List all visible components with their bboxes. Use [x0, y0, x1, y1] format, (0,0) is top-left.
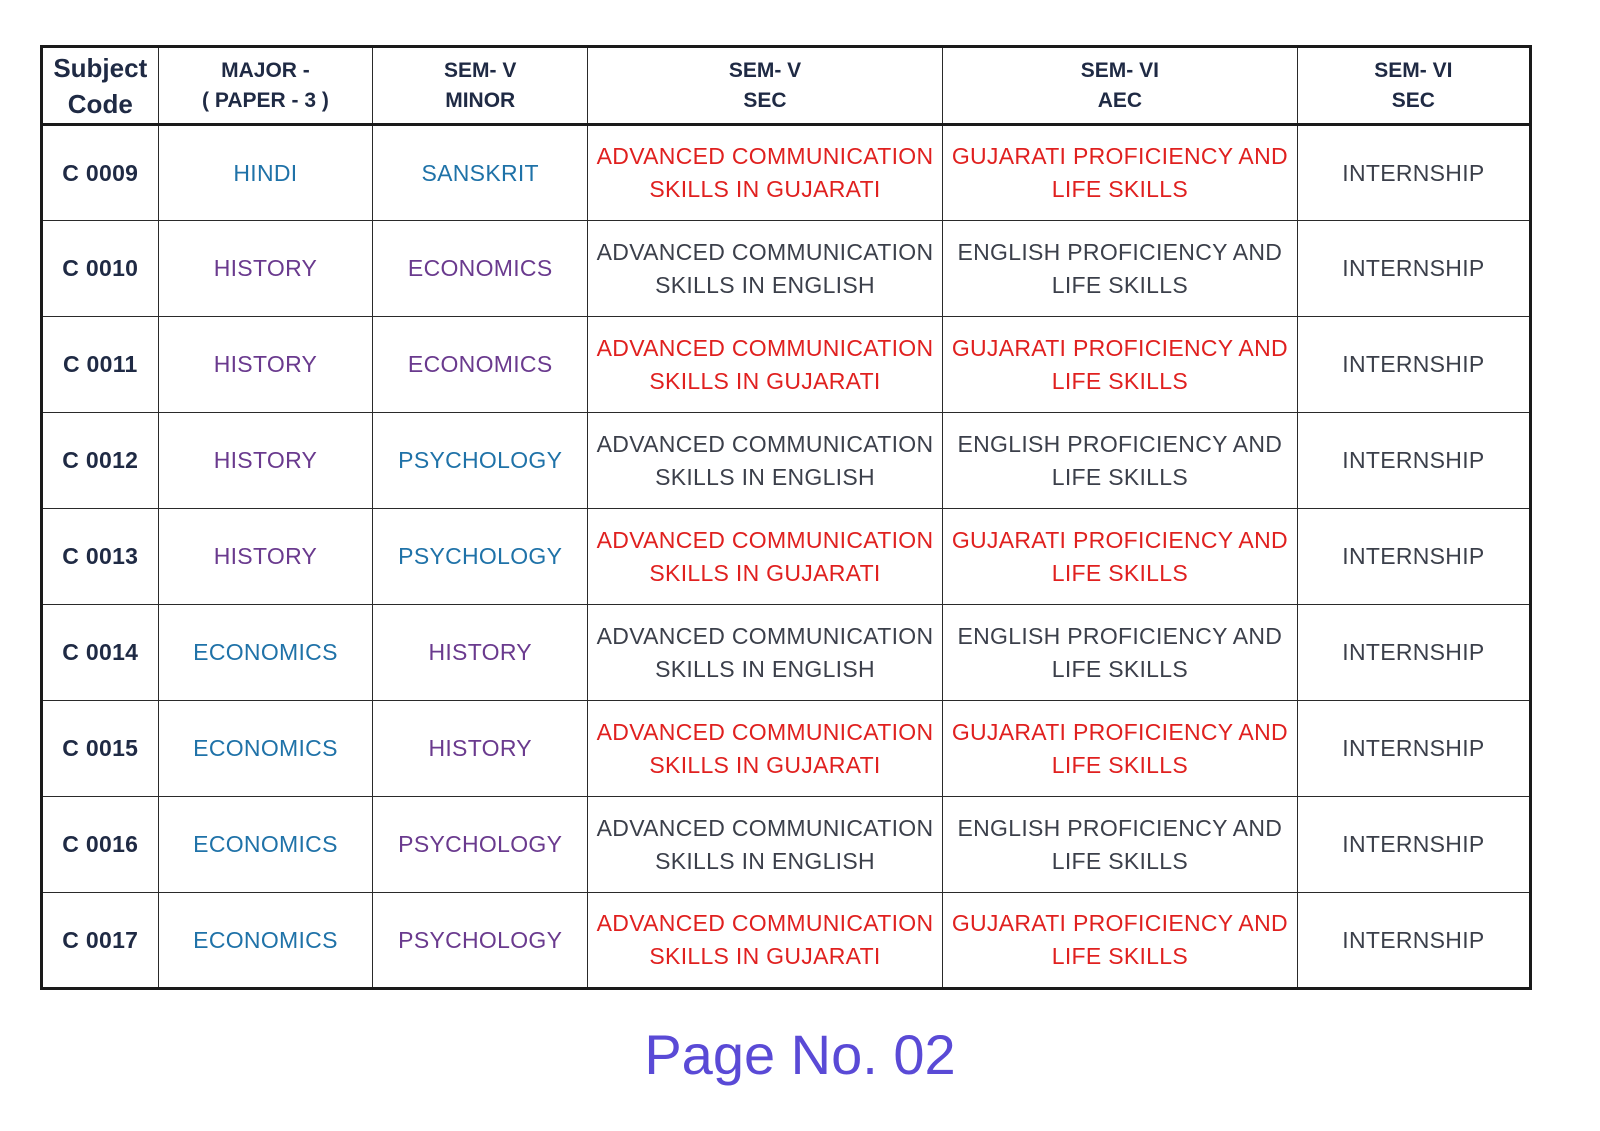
sem6-aec-cell-line: ENGLISH PROFICIENCY AND — [957, 814, 1283, 841]
header-line: Subject — [53, 52, 148, 83]
table-row — [42, 125, 1531, 221]
sem6-aec-cell-line: LIFE SKILLS — [1051, 271, 1188, 298]
sem6-aec-cell — [942, 221, 1297, 317]
sem5-sec-cell-line: ADVANCED COMMUNICATION — [596, 814, 934, 841]
minor-cell: ECONOMICS — [373, 221, 588, 317]
sem6-aec-cell — [942, 413, 1297, 509]
sem5-sec-cell-line: SKILLS IN ENGLISH — [655, 463, 875, 490]
sem6-aec-cell-line: LIFE SKILLS — [1051, 751, 1188, 778]
table-row — [42, 797, 1531, 893]
header-line: SEM- V — [444, 58, 517, 82]
subject-code-cell: C 0017 — [42, 893, 159, 989]
minor-cell: SANSKRIT — [373, 125, 588, 221]
sem5-sec-cell-line: ADVANCED COMMUNICATION — [596, 526, 934, 553]
major-cell: HINDI — [158, 125, 373, 221]
subject-code-cell: C 0013 — [42, 509, 159, 605]
sem6-sec-cell: INTERNSHIP — [1297, 221, 1530, 317]
minor-cell: ECONOMICS — [373, 317, 588, 413]
subject-code-cell: C 0015 — [42, 701, 159, 797]
sem6-aec-cell-line: LIFE SKILLS — [1051, 559, 1188, 586]
sem6-aec-cell-line: GUJARATI PROFICIENCY AND — [951, 334, 1288, 361]
sem5-sec-cell — [588, 125, 943, 221]
sem5-sec-cell — [588, 701, 943, 797]
sem5-sec-cell-line: SKILLS IN ENGLISH — [655, 271, 875, 298]
sem6-aec-cell-line: ENGLISH PROFICIENCY AND — [957, 238, 1283, 265]
subject-code-cell: C 0011 — [42, 317, 159, 413]
sem6-sec-cell: INTERNSHIP — [1297, 701, 1530, 797]
sem5-sec-cell-line: ADVANCED COMMUNICATION — [596, 334, 934, 361]
sem6-sec-cell: INTERNSHIP — [1297, 509, 1530, 605]
sem5-sec-cell — [588, 221, 943, 317]
header-line: SEC — [1391, 88, 1435, 112]
header-subject-code — [42, 47, 159, 125]
sem6-sec-cell: INTERNSHIP — [1297, 317, 1530, 413]
sem6-aec-cell-line: GUJARATI PROFICIENCY AND — [951, 718, 1288, 745]
table-row — [42, 413, 1531, 509]
major-cell: ECONOMICS — [158, 893, 373, 989]
sem6-aec-cell-line: LIFE SKILLS — [1051, 847, 1188, 874]
major-cell: HISTORY — [158, 413, 373, 509]
header-line: ( PAPER - 3 ) — [202, 88, 329, 112]
header-line: MAJOR - — [221, 58, 310, 82]
header-major-paper-3 — [158, 47, 373, 125]
header-line: AEC — [1097, 88, 1143, 112]
minor-cell: HISTORY — [373, 605, 588, 701]
table-row — [42, 221, 1531, 317]
minor-cell: HISTORY — [373, 701, 588, 797]
sem6-sec-cell: INTERNSHIP — [1297, 893, 1530, 989]
sem6-aec-cell-line: LIFE SKILLS — [1051, 655, 1188, 682]
major-cell: HISTORY — [158, 221, 373, 317]
sem5-sec-cell-line: SKILLS IN GUJARATI — [649, 367, 881, 394]
sem5-sec-cell-line: SKILLS IN GUJARATI — [649, 943, 881, 969]
header-line: MINOR — [445, 88, 516, 112]
sem5-sec-cell-line: ADVANCED COMMUNICATION — [596, 910, 934, 936]
sem6-aec-cell — [942, 797, 1297, 893]
major-cell: HISTORY — [158, 317, 373, 413]
sem5-sec-cell-line: SKILLS IN GUJARATI — [649, 559, 881, 586]
major-cell: HISTORY — [158, 509, 373, 605]
sem6-sec-cell: INTERNSHIP — [1297, 413, 1530, 509]
minor-cell: PSYCHOLOGY — [373, 509, 588, 605]
minor-cell: PSYCHOLOGY — [373, 893, 588, 989]
subject-table — [40, 45, 1532, 990]
sem5-sec-cell-line: ADVANCED COMMUNICATION — [596, 238, 934, 265]
table-row — [42, 893, 1531, 989]
subject-code-cell: C 0009 — [42, 125, 159, 221]
sem6-aec-cell — [942, 125, 1297, 221]
sem6-aec-cell-line: GUJARATI PROFICIENCY AND — [951, 910, 1288, 936]
sem6-aec-cell-line: GUJARATI PROFICIENCY AND — [951, 143, 1288, 169]
table-row — [42, 317, 1531, 413]
sem6-aec-cell — [942, 509, 1297, 605]
sem6-aec-cell — [942, 701, 1297, 797]
sem5-sec-cell-line: ADVANCED COMMUNICATION — [596, 143, 934, 169]
sem5-sec-cell-line: ADVANCED COMMUNICATION — [596, 718, 934, 745]
sem5-sec-cell-line: SKILLS IN ENGLISH — [655, 847, 875, 874]
sem5-sec-cell — [588, 317, 943, 413]
subject-code-cell: C 0010 — [42, 221, 159, 317]
table-row — [42, 509, 1531, 605]
sem5-sec-cell-line: ADVANCED COMMUNICATION — [596, 430, 934, 457]
subject-code-cell: C 0014 — [42, 605, 159, 701]
sem5-sec-cell — [588, 509, 943, 605]
sem6-aec-cell-line: LIFE SKILLS — [1051, 463, 1188, 490]
sem5-sec-cell-line: ADVANCED COMMUNICATION — [596, 622, 934, 649]
table-row — [42, 701, 1531, 797]
header-sem5-sec — [588, 47, 943, 125]
sem6-aec-cell-line: LIFE SKILLS — [1051, 367, 1188, 394]
sem5-sec-cell-line: SKILLS IN GUJARATI — [649, 176, 881, 202]
sem6-aec-cell-line: LIFE SKILLS — [1051, 943, 1188, 969]
table-header-row — [42, 47, 1531, 125]
sem6-aec-cell-line: ENGLISH PROFICIENCY AND — [957, 430, 1283, 457]
sem6-aec-cell — [942, 317, 1297, 413]
major-cell: ECONOMICS — [158, 797, 373, 893]
major-cell: ECONOMICS — [158, 605, 373, 701]
sem5-sec-cell — [588, 413, 943, 509]
sem6-sec-cell: INTERNSHIP — [1297, 605, 1530, 701]
sem5-sec-cell — [588, 893, 943, 989]
header-sem6-aec — [942, 47, 1297, 125]
header-line: SEM- V — [728, 58, 802, 82]
table-row — [42, 605, 1531, 701]
sem5-sec-cell — [588, 605, 943, 701]
page-number: Page No. 02 — [644, 1023, 956, 1086]
sem6-aec-cell — [942, 605, 1297, 701]
subject-code-cell: C 0012 — [42, 413, 159, 509]
sem6-aec-cell-line: LIFE SKILLS — [1051, 176, 1188, 202]
minor-cell: PSYCHOLOGY — [373, 797, 588, 893]
table-body — [42, 125, 1531, 989]
sem6-sec-cell: INTERNSHIP — [1297, 797, 1530, 893]
subject-code-cell: C 0016 — [42, 797, 159, 893]
sem6-aec-cell — [942, 893, 1297, 989]
major-cell: ECONOMICS — [158, 701, 373, 797]
sem5-sec-cell — [588, 797, 943, 893]
sem6-sec-cell: INTERNSHIP — [1297, 125, 1530, 221]
header-sem6-sec — [1297, 47, 1530, 125]
header-line: Code — [67, 88, 133, 119]
sem6-aec-cell-line: GUJARATI PROFICIENCY AND — [951, 526, 1288, 553]
header-line: SEC — [743, 88, 787, 112]
header-sem5-minor — [373, 47, 588, 125]
header-line: SEM- VI — [1080, 58, 1159, 82]
sem5-sec-cell-line: SKILLS IN GUJARATI — [649, 751, 881, 778]
sem6-aec-cell-line: ENGLISH PROFICIENCY AND — [957, 622, 1283, 649]
sem5-sec-cell-line: SKILLS IN ENGLISH — [655, 655, 875, 682]
minor-cell: PSYCHOLOGY — [373, 413, 588, 509]
header-line: SEM- VI — [1374, 58, 1453, 82]
